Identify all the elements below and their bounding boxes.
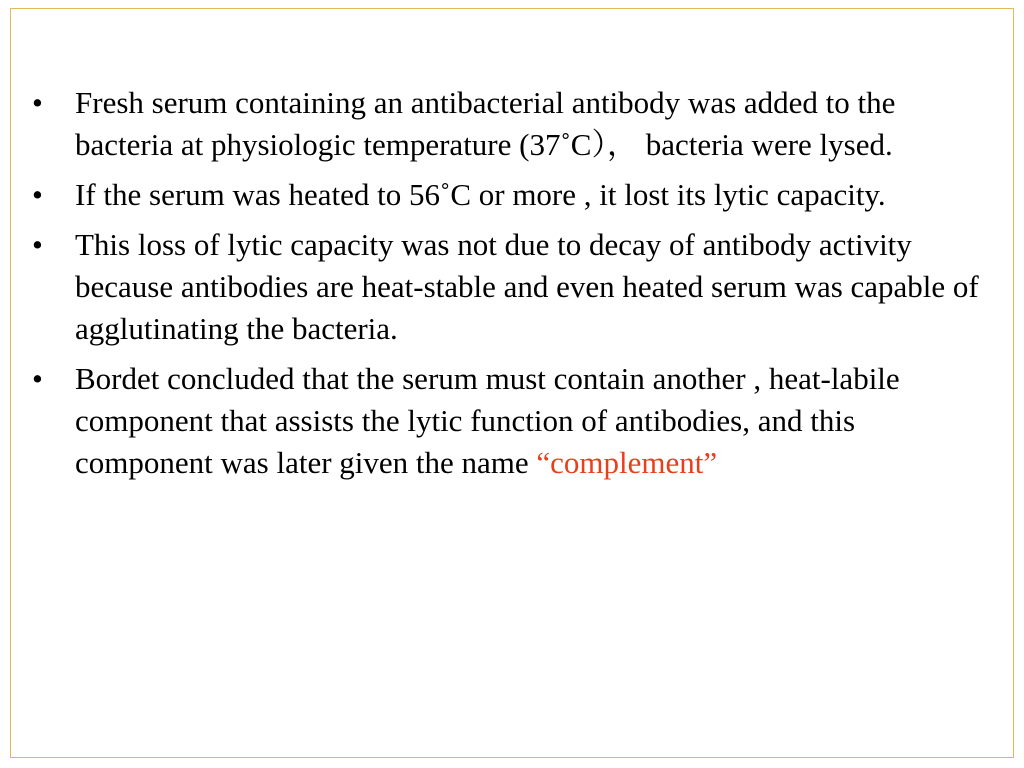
bullet-marker: •: [32, 361, 43, 396]
highlighted-term-complement: “complement”: [536, 445, 718, 480]
bullet-text: Fresh serum containing an antibacterial antibody was added to the bacteria at physiologic temperature (37˚C）， bacteria were lysed.: [75, 85, 896, 162]
bullet-text: This loss of lytic capacity was not due to decay of antibody activity because antibodies are heat-stable and even heated serum was capable of agglutinating the bacteria.: [75, 227, 979, 346]
bullet-text: If the serum was heated to 56˚C or more , it lost its lytic capacity.: [75, 177, 886, 212]
bullet-item-loss-of-lytic-capacity: [30, 224, 980, 350]
bullet-marker: •: [32, 85, 43, 120]
bullet-list: [30, 82, 980, 492]
bullet-text: Bordet concluded that the serum must contain another , heat-labile component that assists the lytic function of antibodies, and this component was later given the name: [75, 361, 900, 480]
bullet-marker: •: [32, 177, 43, 212]
bullet-item-fresh-serum: [30, 82, 980, 166]
bullet-item-bordet-conclusion: [30, 358, 980, 484]
bullet-item-heated-serum: [30, 174, 980, 216]
bullet-marker: •: [32, 227, 43, 262]
